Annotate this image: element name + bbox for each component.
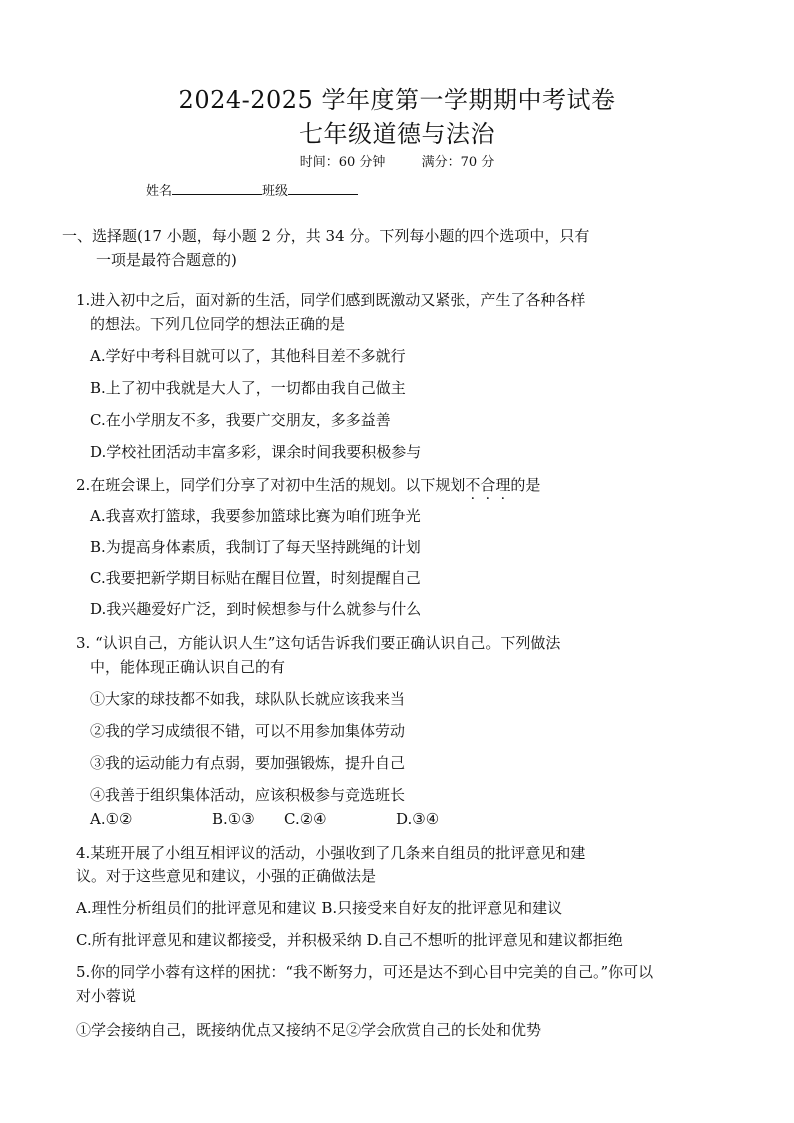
q1-stem-cont: 的想法。下列几位同学的想法正确的是 (90, 315, 346, 333)
exam-score: 满分：70 分 (421, 155, 495, 170)
section-heading-cont: 一项是最符合题意的) (96, 251, 237, 269)
q2-option-c[interactable]: C.我要把新学期目标贴在醒目位置，时刻提醒自己 (90, 569, 421, 587)
q4-options-ab[interactable]: A.理性分析组员们的批评意见和建议 B.只接受来自好友的批评意见和建议 (76, 899, 563, 917)
q3-option-c[interactable]: C.②④ (284, 810, 327, 828)
q5-stem-cont: 对小蓉说 (76, 987, 137, 1005)
q3-statement-3: ③我的运动能力有点弱，要加强锻炼，提升自己 (90, 754, 406, 772)
subject-title: 七年级道德与法治 (299, 120, 495, 148)
q2-option-d[interactable]: D.我兴趣爱好广泛，到时候想参与什么就参与什么 (90, 600, 422, 618)
q1-option-a[interactable]: A.学好中考科目就可以了，其他科目差不多就行 (90, 347, 406, 365)
q3-statement-4: ④我善于组织集体活动，应该积极参与竞选班长 (90, 786, 406, 804)
q3-stem: 3. “认识自己，方能认识人生”这句话告诉我们要正确认识自己。下列做法 (76, 634, 561, 652)
q2-emphasis-char: 不 (465, 476, 481, 494)
name-blank[interactable] (172, 182, 262, 195)
q4-options-cd[interactable]: C.所有批评意见和建议都接受，并积极采纳 D.自己不想听的批评意见和建议都拒绝 (76, 931, 623, 949)
q1-stem: 1.进入初中之后，面对新的生活，同学们感到既激动又紧张，产生了各种各样 (76, 291, 586, 309)
q2-option-b[interactable]: B.为提高身体素质，我制订了每天坚持跳绳的计划 (90, 538, 421, 556)
q3-statement-1: ①大家的球技都不如我，球队队长就应该我来当 (90, 690, 406, 708)
class-label: 班级 (262, 184, 289, 199)
q5-statements: ①学会接纳自己，既接纳优点又接纳不足②学会欣赏自己的长处和优势 (76, 1021, 542, 1039)
q3-stem-cont: 中，能体现正确认识自己的有 (90, 658, 286, 676)
q4-stem: 4.某班开展了小组互相评议的活动，小强收到了几条来自组员的批评意见和建 (76, 844, 586, 862)
q3-statement-2: ②我的学习成绩很不错，可以不用参加集体劳动 (90, 722, 406, 740)
q5-stem: 5.你的同学小蓉有这样的困扰：“我不断努力，可还是达不到心目中完美的自己。”你可以 (76, 963, 654, 981)
q3-option-d[interactable]: D.③④ (396, 810, 440, 828)
q1-option-c[interactable]: C.在小学朋友不多，我要广交朋友，多多益善 (90, 411, 391, 429)
exam-time: 时间：60 分钟 (299, 155, 386, 170)
student-info-line (146, 180, 358, 199)
q3-option-a[interactable]: A.①② (90, 810, 133, 828)
section-heading: 一、选择题(17 小题，每小题 2 分，共 34 分。下列每小题的四个选项中，只有 (62, 227, 590, 245)
q2-emphasis-char: 理 (495, 476, 511, 494)
q2-stem (76, 475, 540, 495)
q2-emphasis-char: 合 (480, 476, 496, 494)
q3-option-b[interactable]: B.①③ (212, 810, 255, 828)
q1-option-d[interactable]: D.学校社团活动丰富多彩，课余时间我要积极参与 (90, 443, 422, 461)
q2-option-a[interactable]: A.我喜欢打篮球，我要参加篮球比赛为咱们班争光 (90, 507, 421, 525)
q1-option-b[interactable]: B.上了初中我就是大人了，一切都由我自己做主 (90, 379, 406, 397)
q2-stem-pre: 2.在班会课上，同学们分享了对初中生活的规划。以下规划 (76, 476, 466, 494)
q4-stem-cont: 议。对于这些意见和建议，小强的正确做法是 (76, 867, 377, 885)
class-blank[interactable] (288, 182, 358, 195)
exam-info (0, 151, 794, 170)
q2-stem-post: 的是 (510, 476, 541, 494)
name-label: 姓名 (146, 184, 173, 199)
exam-title: 2024-2025 学年度第一学期期中考试卷 (178, 86, 616, 114)
